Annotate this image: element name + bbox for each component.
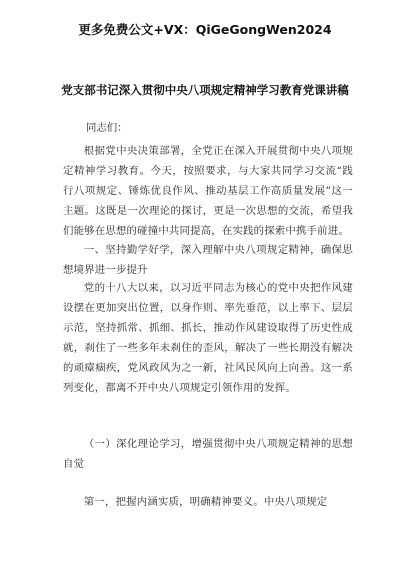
paragraph-section-1: 党的十八大以来，以习近平同志为核心的党中央把作风建设摆在更加突出位置，以身作则、率先垂范，以上率下、层层示范，坚持抓常、抓细、抓长，推动作风建设取得了历史性成就，刹住了一些多年未刹住的歪风，解决了一些长期没有解决的顽瘴痼疾，党风政风为之一新，社风民风向上向善。这一系列变化，都离不开中央八项规定引领作用的发挥。: [63, 282, 353, 394]
document-title: 党支部书记深入贯彻中央八项规定精神学习教育党课讲稿: [61, 83, 349, 97]
paragraph-point-1: 第一，把握内涵实质，明确精神要义。中央八项规定: [83, 496, 328, 508]
section-heading-1: 一、坚持勤学好学，深入理解中央八项规定精神，确保思想境界进一步提升: [63, 244, 353, 276]
greeting: 同志们：: [86, 122, 128, 134]
watermark-header: 更多免费公文+VX：QiGeGongWen2024: [78, 22, 332, 37]
paragraph-intro: 根据党中央决策部署，全党正在深入开展贯彻中央八项规定精神学习教育。今天，按照要求，与大家共同学习交流“践行八项规定、锤炼优良作风、推动基层工作高质量发展”这一主题。这既是一次理论的探讨，更是一次思想的交流，希望我们能够在思想的碰撞中共同提高，在实践的探索中携手前进。: [63, 145, 353, 237]
subsection-heading-1: （一）深化理论学习，增强贯彻中央八项规定精神的思想自觉: [63, 438, 353, 470]
